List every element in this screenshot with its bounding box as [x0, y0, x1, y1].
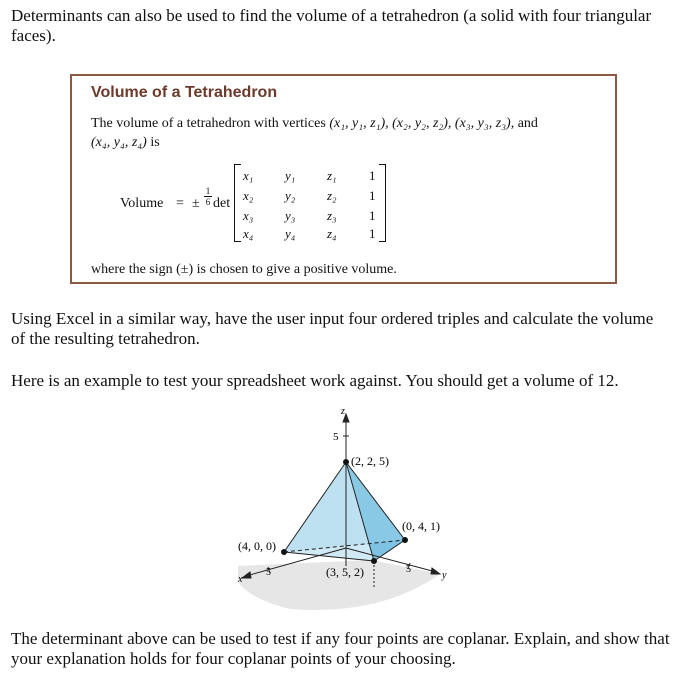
- frac-denominator: 6: [205, 197, 211, 207]
- excel-paragraph: Using Excel in a similar way, have the user input four ordered triples and calculate the volume of the resulting tetrahedron.: [11, 309, 654, 348]
- det-label: det: [213, 196, 231, 211]
- box-description: [91, 114, 606, 152]
- volume-label: Volume: [120, 196, 164, 211]
- y-axis-label: y: [442, 570, 447, 581]
- tetrahedron-figure: [230, 404, 470, 621]
- matrix-cell: y₃: [285, 208, 296, 223]
- z-axis-label: z: [341, 406, 345, 417]
- label-4-0-0: (4, 0, 0): [238, 539, 276, 553]
- plus-minus-sign: ±: [192, 196, 200, 211]
- face-back: [284, 462, 405, 552]
- matrix-cell: z₃: [327, 208, 337, 223]
- frac-numerator: 1: [205, 186, 211, 196]
- box-title: Volume of a Tetrahedron: [91, 84, 278, 101]
- label-2-2-5: (2, 2, 5): [351, 454, 389, 468]
- equals-sign: =: [176, 196, 184, 211]
- matrix-cell: y₁: [285, 168, 296, 183]
- desc-last-vertex: (x₄, y₄, z₄): [91, 135, 147, 150]
- vertex-2-2-5: [343, 459, 349, 465]
- vertex-0-4-1: [402, 537, 408, 543]
- x-axis-label: x: [238, 574, 243, 585]
- matrix-cell: z₂: [327, 188, 337, 203]
- matrix-cell: z₄: [327, 226, 337, 241]
- matrix-cell: 1: [369, 208, 376, 223]
- tetrahedron-formula-box: [70, 74, 617, 284]
- tetrahedron-svg: [230, 404, 470, 616]
- one-sixth-fraction: [204, 186, 212, 207]
- x-tick-label: 5: [266, 567, 271, 578]
- matrix-cell: x₂: [243, 188, 254, 203]
- vertex-3-5-2: [371, 558, 377, 564]
- closing-paragraph: The determinant above can be used to test if any four points are coplanar. Explain, and show that your explanation holds for four coplanar points of your choosing.: [11, 629, 670, 668]
- vertex-4-0-0: [281, 549, 287, 555]
- matrix-cell: 1: [369, 188, 376, 203]
- label-3-5-2: (3, 5, 2): [326, 565, 364, 579]
- volume-formula: [120, 164, 400, 242]
- y-tick-label: 5: [406, 564, 411, 575]
- desc-is: is: [150, 135, 160, 150]
- intro-paragraph: Determinants can also be used to find the volume of a tetrahedron (a solid with four triangular faces).: [11, 6, 652, 45]
- matrix-cell: 1: [369, 226, 376, 241]
- matrix-cell: 1: [369, 168, 376, 183]
- example-paragraph: Here is an example to test your spreadsheet work against. You should get a volume of 12.: [11, 371, 619, 390]
- matrix-cell: y₄: [285, 226, 296, 241]
- desc-prefix: The volume of a tetrahedron with vertices: [91, 116, 326, 131]
- desc-and: and: [517, 116, 538, 131]
- matrix-cell: z₁: [327, 168, 337, 183]
- matrix-cell: x₁: [243, 168, 254, 183]
- z-tick-label: 5: [333, 431, 339, 443]
- matrix-cell: y₂: [285, 188, 296, 203]
- desc-vertices: (x₁, y₁, z₁), (x₂, y₂, z₂), (x₃, y₃, z₃),: [329, 116, 515, 131]
- matrix-cell: x₃: [243, 208, 254, 223]
- label-0-4-1: (0, 4, 1): [402, 519, 440, 533]
- box-footer: where the sign (±) is chosen to give a positive volume.: [91, 262, 397, 277]
- matrix-cell: x₄: [243, 226, 254, 241]
- vertex-matrix: [234, 164, 386, 242]
